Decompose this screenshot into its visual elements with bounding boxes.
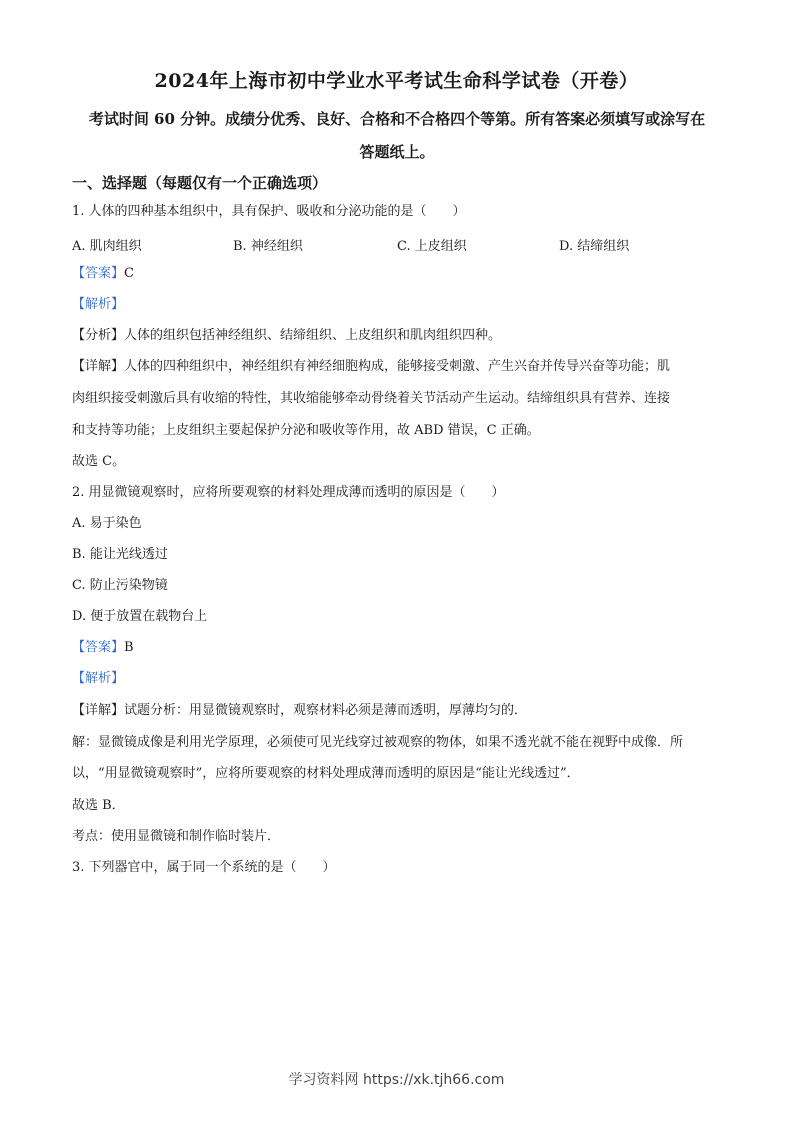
q1-option-d: D. 结缔组织 <box>559 239 630 254</box>
q1-fenxi: 【分析】人体的组织包括神经组织、结缔组织、上皮组织和肌肉组织四种。 <box>72 328 502 343</box>
answer-tag: 【答案】 <box>72 266 125 281</box>
q2-detail: 【详解】试题分析：用显微镜观察时，观察材料必须是薄而透明，厚薄均匀的． <box>72 703 528 718</box>
q2-option-b: B. 能让光线透过 <box>72 547 168 562</box>
section-heading: 一、选择题（每题仅有一个正确选项） <box>72 174 328 192</box>
exam-title: 2024年上海市初中学业水平考试生命科学试卷（开卷） <box>154 70 639 92</box>
answer-value: B <box>124 640 134 655</box>
q3-stem: 3. 下列器官中，属于同一个系统的是（ ） <box>72 860 336 875</box>
answer-tag: 【答案】 <box>72 640 125 655</box>
instructions-line-1: 考试时间 60 分钟。成绩分优秀、良好、合格和不合格四个等第。所有答案必须填写或涂写在 <box>88 110 706 128</box>
q1-answer <box>72 265 727 283</box>
q2-option-c: C. 防止污染物镜 <box>72 578 168 593</box>
q1-option-c: C. 上皮组织 <box>397 239 467 254</box>
q2-conclusion: 故选 B． <box>72 798 125 813</box>
footer-watermark[interactable]: 学习资料网 https://xk.tjh66.com <box>288 1072 505 1088</box>
instructions-line-2: 答题纸上。 <box>359 143 435 161</box>
answer-value: C <box>124 266 134 281</box>
q2-analysis-tag: 【解析】 <box>72 671 125 686</box>
q1-conclusion: 故选 C。 <box>72 454 126 469</box>
q2-option-d: D. 便于放置在载物台上 <box>72 609 208 624</box>
q1-detail-3: 和支持等功能；上皮组织主要起保护分泌和吸收等作用，故 ABD 错误，C 正确。 <box>72 423 540 438</box>
q2-stem: 2. 用显微镜观察时，应将所要观察的材料处理成薄而透明的原因是（ ） <box>72 485 505 500</box>
q2-kaodian: 考点：使用显微镜和制作临时装片． <box>72 829 281 844</box>
q1-stem: 1. 人体的四种基本组织中，具有保护、吸收和分泌功能的是（ ） <box>72 204 466 219</box>
q1-option-a: A. 肌肉组织 <box>72 239 142 254</box>
q2-jie-1: 解：显微镜成像是利用光学原理，必须使可见光线穿过被观察的物体，如果不透光就不能在视野中成像．所 <box>72 735 684 750</box>
q1-detail-2: 肉组织接受刺激后具有收缩的特性，其收缩能够牵动骨绕着关节活动产生运动。结缔组织具有营养、连接 <box>72 391 671 406</box>
q1-detail-1: 【详解】人体的四种组织中，神经组织有神经细胞构成，能够接受刺激、产生兴奋并传导兴奋等功能；肌 <box>72 359 671 374</box>
q1-option-b: B. 神经组织 <box>233 239 303 254</box>
q2-option-a: A. 易于染色 <box>72 516 142 531</box>
q2-answer <box>72 639 727 657</box>
q1-analysis-tag: 【解析】 <box>72 297 125 312</box>
q2-jie-2: 以，“用显微镜观察时”，应将所要观察的材料处理成薄而透明的原因是“能让光线透过”． <box>72 766 580 781</box>
